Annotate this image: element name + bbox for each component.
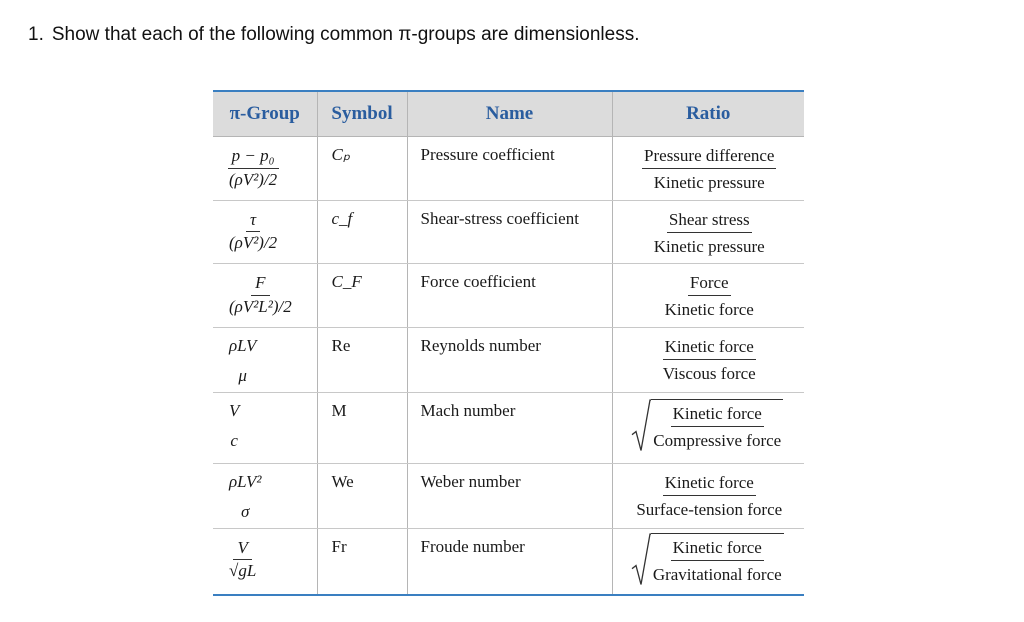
- pi-group-numerator: τ: [246, 209, 260, 233]
- square-root-expression: [631, 533, 784, 586]
- name-cell: [407, 463, 612, 528]
- table-row: [213, 327, 804, 392]
- symbol-text: Fr: [331, 536, 347, 556]
- pi-groups-table-wrapper: [213, 90, 804, 596]
- name-cell: [407, 327, 612, 392]
- name-cell: [407, 392, 612, 463]
- name-cell: [407, 528, 612, 595]
- pi-group-cell: [213, 137, 317, 201]
- table-row: [213, 463, 804, 528]
- symbol-text: C_F: [331, 272, 362, 291]
- ratio-numerator: Kinetic force: [671, 537, 764, 561]
- square-root-expression: [631, 399, 783, 452]
- question-text-block: [28, 24, 640, 46]
- name-text: Mach number: [420, 400, 516, 420]
- pi-group-numerator: ρLV²: [229, 471, 262, 491]
- symbol-cell: [317, 137, 407, 201]
- pi-group-numerator: F: [251, 272, 269, 296]
- pi-group-numerator: ρLV: [229, 335, 257, 355]
- symbol-text: c_f: [331, 208, 353, 228]
- ratio-fraction: [661, 336, 758, 385]
- symbol-cell: [317, 200, 407, 264]
- header-pi-group: π-Group: [213, 91, 317, 137]
- name-text: Froude number: [420, 536, 525, 556]
- name-cell: [407, 200, 612, 264]
- ratio-fraction: [651, 403, 783, 452]
- ratio-numerator: Kinetic force: [663, 336, 756, 360]
- ratio-fraction: [651, 537, 784, 586]
- pi-group-cell: [213, 200, 317, 264]
- ratio-fraction: [652, 209, 767, 258]
- ratio-denominator: Surface-tension force: [636, 499, 783, 519]
- ratio-denominator: Compressive force: [653, 430, 782, 450]
- ratio-denominator: Kinetic force: [664, 300, 754, 320]
- ratio-fraction: [634, 472, 784, 521]
- ratio-denominator: Viscous force: [662, 363, 756, 383]
- square-root-icon: [631, 399, 651, 452]
- pi-group-numerator: V: [233, 537, 251, 561]
- ratio-cell: [612, 137, 804, 201]
- table-row: [213, 528, 804, 595]
- symbol-text: We: [331, 471, 354, 491]
- header-name: Name: [407, 91, 612, 137]
- pi-group-fraction: [225, 537, 260, 583]
- pi-group-fraction: [225, 401, 243, 451]
- pi-group-cell: [213, 327, 317, 392]
- question-number: 1.: [28, 24, 44, 45]
- pi-group-fraction: [225, 272, 296, 318]
- pi-group-numerator: p − p₀: [228, 145, 279, 169]
- pi-group-denominator: σ: [241, 502, 250, 522]
- pi-group-denominator: √gL: [229, 561, 257, 581]
- table-header-row: [213, 91, 804, 137]
- ratio-numerator: Kinetic force: [671, 403, 764, 427]
- ratio-denominator: Gravitational force: [652, 564, 782, 584]
- symbol-text: Cₚ: [331, 145, 351, 164]
- pi-group-fraction: [225, 145, 281, 191]
- table-row: [213, 200, 804, 264]
- question-prompt: Show that each of the following common π-groups are dimensionless.: [51, 24, 640, 45]
- pi-group-cell: [213, 264, 317, 328]
- pi-group-cell: [213, 463, 317, 528]
- pi-group-cell: [213, 528, 317, 595]
- ratio-numerator: Force: [688, 272, 731, 296]
- ratio-denominator: Kinetic pressure: [653, 236, 765, 256]
- ratio-fraction: [642, 145, 776, 194]
- ratio-numerator: Shear stress: [667, 209, 752, 233]
- symbol-cell: [317, 264, 407, 328]
- pi-group-fraction: [225, 209, 281, 255]
- pi-group-denominator: μ: [238, 366, 247, 386]
- ratio-cell: [612, 392, 804, 463]
- name-text: Weber number: [420, 471, 521, 491]
- pi-groups-table: [213, 90, 804, 596]
- ratio-fraction: [663, 272, 756, 321]
- pi-group-numerator: V: [229, 400, 240, 420]
- header-symbol: Symbol: [317, 91, 407, 137]
- ratio-numerator: Pressure difference: [642, 145, 776, 169]
- pi-group-fraction: [225, 336, 260, 386]
- pi-group-fraction: [225, 472, 265, 522]
- table-row: [213, 137, 804, 201]
- symbol-cell: [317, 463, 407, 528]
- pi-group-cell: [213, 392, 317, 463]
- symbol-text: M: [331, 400, 347, 420]
- name-cell: [407, 137, 612, 201]
- ratio-cell: [612, 200, 804, 264]
- ratio-numerator: Kinetic force: [663, 472, 756, 496]
- name-text: Shear-stress coefficient: [420, 208, 579, 228]
- header-ratio: Ratio: [612, 91, 804, 137]
- ratio-cell: [612, 463, 804, 528]
- symbol-cell: [317, 528, 407, 595]
- ratio-cell: [612, 528, 804, 595]
- pi-group-denominator: (ρV²L²)/2: [229, 296, 292, 316]
- symbol-cell: [317, 392, 407, 463]
- name-text: Reynolds number: [420, 335, 541, 355]
- table-row: [213, 264, 804, 328]
- pi-group-denominator: c: [230, 431, 238, 451]
- pi-group-denominator: (ρV²)/2: [229, 233, 278, 253]
- ratio-denominator: Kinetic pressure: [653, 173, 765, 193]
- symbol-text: Re: [331, 335, 351, 355]
- name-cell: [407, 264, 612, 328]
- ratio-cell: [612, 264, 804, 328]
- name-text: Pressure coefficient: [420, 145, 555, 164]
- table-row: [213, 392, 804, 463]
- square-root-icon: [631, 533, 651, 586]
- name-text: Force coefficient: [420, 272, 536, 291]
- pi-group-denominator: (ρV²)/2: [229, 169, 278, 189]
- ratio-cell: [612, 327, 804, 392]
- symbol-cell: [317, 327, 407, 392]
